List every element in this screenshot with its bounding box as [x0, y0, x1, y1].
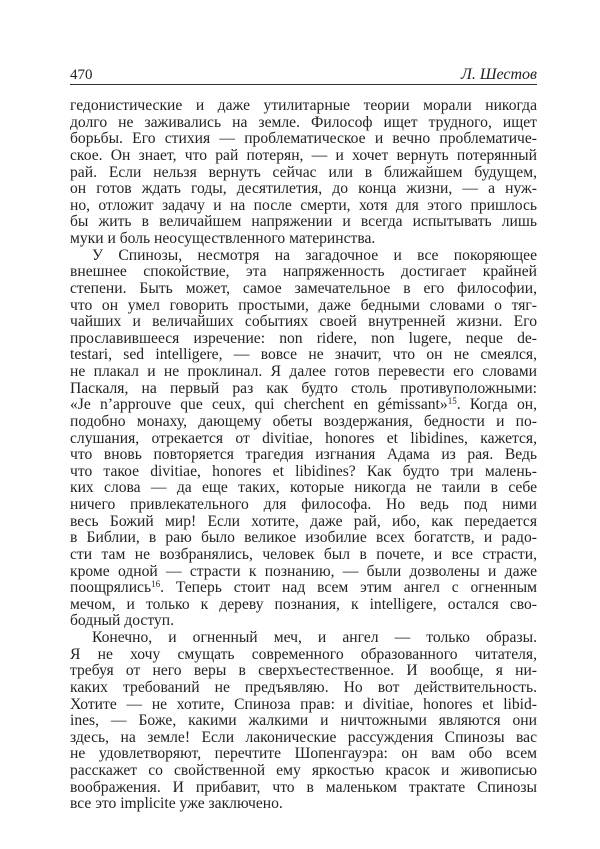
text-line: борьбы. Его стихия — проблематическое и вечно проблематиче-	[70, 131, 537, 148]
text-line: не удовлетворяют, перечтите Шопенгауэра: он вам обо всем	[70, 746, 537, 763]
text-line: все это implicite уже заключено.	[70, 796, 283, 813]
text-line: Я не хочу смущать современного образованного читателя,	[70, 646, 537, 663]
text-line: расскажет со свойственной ему яркостью красок и живописью	[70, 763, 537, 779]
text-line: гедонистические и даже утилитарные теории морали никогда	[70, 98, 537, 114]
page-number: 470	[70, 67, 93, 83]
text-line: что такое divitiae, honores et libidines? Как будто три малень-	[70, 463, 537, 480]
text-line	[70, 397, 537, 414]
text-line: в Библии, в раю было великое изобилие всех богатств, и радо-	[70, 530, 537, 547]
text-line: что вновь повторяется трагедия изгнания Адама из рая. Ведь	[70, 447, 537, 464]
text-line: чайших и величайших событиях своей внутренней жизни. Его	[70, 314, 537, 331]
text-line: не плакал и не проклинал. Я далее готов перевести его словами	[70, 364, 537, 380]
page-body	[70, 98, 537, 813]
text-line	[70, 580, 537, 597]
text-line: но, отложит задачу и на после смерти, хотя для этого пришлось	[70, 197, 537, 214]
running-header	[70, 66, 537, 85]
text-line: он готов ждать годы, десятилетия, до конца жизни, — а нуж-	[70, 181, 537, 198]
text: поощрялись	[70, 580, 152, 597]
paragraph	[70, 248, 537, 630]
text: . Теперь стоит над всем этим ангел с огненным	[160, 580, 537, 597]
footnote-ref[interactable]: 16	[151, 580, 161, 590]
text: «Je n’approuve que ceux, qui cherchent en gémissant»	[70, 397, 448, 414]
text-line: бодный доступ.	[70, 613, 174, 630]
footnote-ref[interactable]: 15	[447, 397, 457, 407]
text-line: воображения. И прибавит, что в маленьком трактате Спинозы	[70, 779, 537, 796]
text-line: мечом, и только к дереву познания, к intelligere, остался сво-	[70, 596, 537, 613]
text-line: ines, — Боже, какими жалкими и ничтожными являются они	[70, 713, 537, 730]
text-line: внешнее спокойствие, эта напряженность достигает крайней	[70, 264, 537, 281]
text-line: весь Божий мир! Если хотите, даже рай, ибо, как передается	[70, 513, 537, 530]
text-line: Хотите — не хотите, Спиноза прав: и divitiae, honores et libid-	[70, 696, 537, 713]
text-line: testari, sed intelligere, — вовсе не значит, что он не смеялся,	[70, 347, 537, 364]
paragraph	[70, 98, 537, 248]
text-line: Конечно, и огненный меч, и ангел — только образы.	[92, 630, 537, 646]
text-line: рай. Если нельзя вернуть сейчас или в ближайшем будущем,	[70, 164, 537, 181]
text-line: степени. Быть может, самое замечательное в его философии,	[70, 280, 537, 297]
running-author: Л. Шестов	[460, 66, 537, 83]
text-line: слушания, отрекается от divitiae, honores et libidines, кажется,	[70, 430, 537, 447]
paragraph	[70, 630, 537, 813]
text-line: муки и боль неосуществленного материнства.	[70, 231, 376, 247]
text: . Когда он,	[456, 397, 537, 414]
text-line: У Спинозы, несмотря на загадочное и все покоряющее	[92, 247, 537, 264]
text-line: сти там не возбранялись, человек был в почете, и все страсти,	[70, 546, 537, 563]
text-line: подобно монаху, дающему обеты воздержания, бедности и по-	[70, 413, 537, 430]
text-line: что он умел говорить простыми, даже бедными словами о тяг-	[70, 297, 537, 314]
text-line: ких слова — да еще таких, которые никогда не таили в себе	[70, 480, 537, 497]
text-line: прославившееся изречение: non ridere, non lugere, neque de-	[70, 330, 537, 347]
text-line: Паскаля, на первый раз как будто столь противуположными:	[70, 380, 537, 397]
text-line: требуя от него веры в сверхъестественное. И вообще, я ни-	[70, 663, 537, 680]
text-line: бы жить в величайшем напряжении и всегда испытывать лишь	[70, 214, 537, 231]
text-line: ничего привлекательного для философа. Но ведь под ними	[70, 497, 537, 513]
text-line: кроме одной — страсти к познанию, — были дозволены и даже	[70, 563, 537, 580]
text-line: ское. Он знает, что рай потерян, — и хочет вернуть потерянный	[70, 147, 537, 164]
text-line: здесь, на земле! Если лаконические рассуждения Спинозы вас	[70, 729, 537, 746]
text-line: долго не заживались на земле. Философ ищет трудного, ищет	[70, 114, 537, 131]
text-line: каких требований не предъявляю. Но вот действительность.	[70, 679, 537, 696]
